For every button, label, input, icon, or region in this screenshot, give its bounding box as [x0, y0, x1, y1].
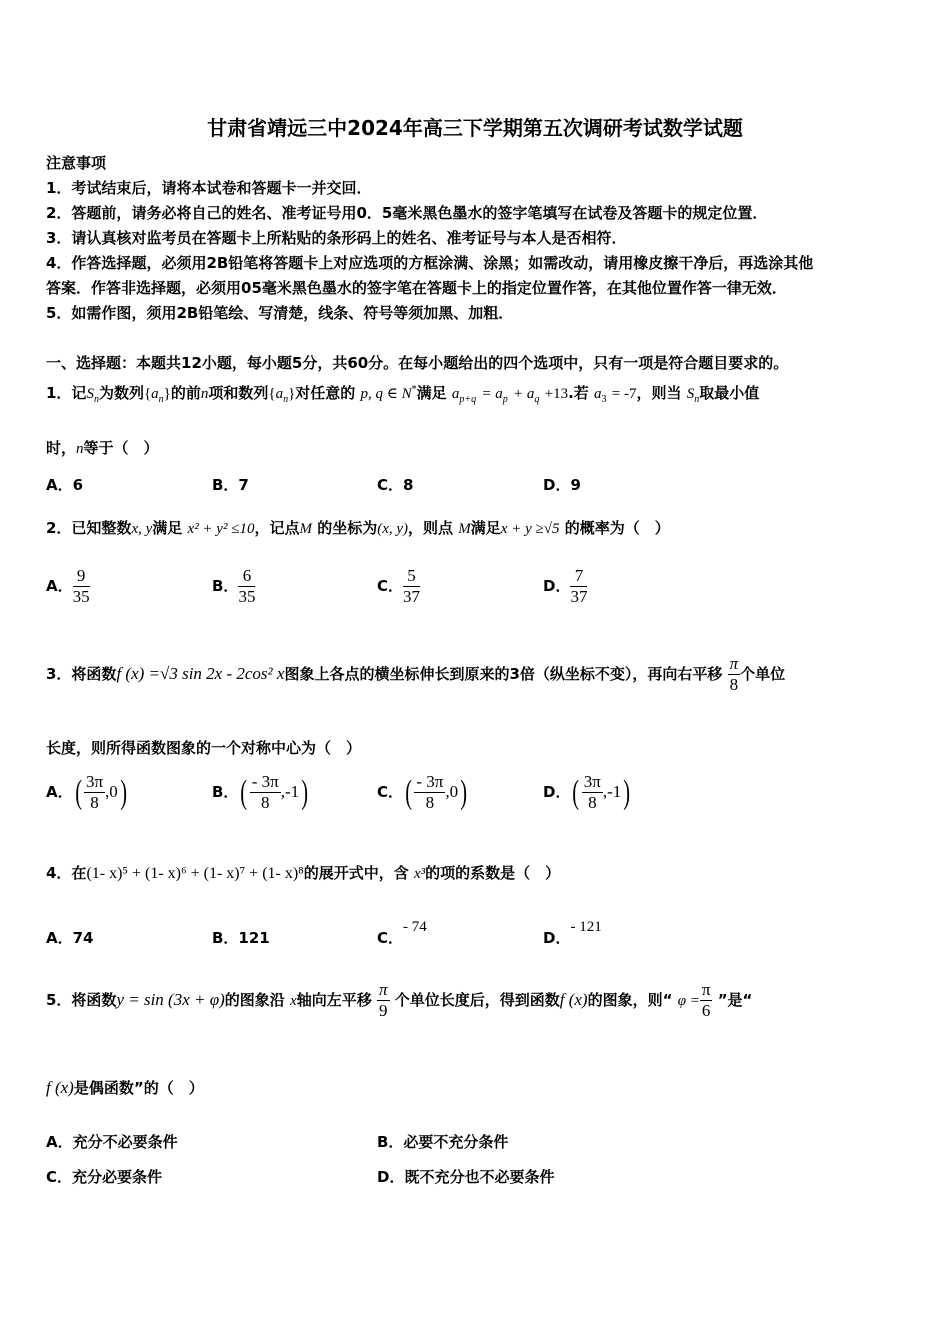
- note-item: 3．请认真核对监考员在答题卡上所粘贴的条形码上的姓名、准考证号与本人是否相符．: [46, 229, 627, 247]
- q3-option-a[interactable]: A．( $\frac{3\pi}{8}$ ,0): [46, 772, 127, 812]
- q3-option-b[interactable]: B．( $\frac{- 3\pi}{8}$ ,-1): [212, 772, 309, 812]
- note-item: 5．如需作图，须用2B铅笔绘、写清楚，线条、符号等须加黑、加粗．: [46, 304, 514, 322]
- q4-option-d[interactable]: D．- 121: [543, 919, 602, 947]
- question-2: 2．已知整数x, y满足 x² + y² ≤10，记点M 的坐标为(x, y)，则点 M满足x + y ≥√5 的概率为（ ）: [46, 519, 670, 537]
- q2-option-d[interactable]: D． $\frac{7}{37}$: [543, 566, 588, 606]
- q5-option-c[interactable]: C．充分必要条件: [46, 1168, 163, 1186]
- q4-option-a[interactable]: A．74: [46, 929, 94, 947]
- note-item: 答案．作答非选择题，必须用05毫米黑色墨水的签字笔在答题卡上的指定位置作答，在其他位置作答一律无效．: [46, 279, 787, 297]
- question-4: 4．在(1- x)⁵ + (1- x)⁶ + (1- x)⁷ + (1- x)⁸的展开式中，含 x³的项的系数是（ ）: [46, 864, 561, 882]
- note-item: 4．作答选择题，必须用2B铅笔将答题卡上对应选项的方框涂满、涂黑；如需改动，请用橡皮擦干净后，再选涂其他: [46, 254, 814, 272]
- question-3-line-1: 3．将函数f (x) =√3 sin 2x - 2cos² x图象上各点的横坐标伸长到原来的3倍（纵坐标不变），再向右平移 $\frac{\pi}{8}$ 个单位: [46, 654, 786, 694]
- q5-option-b[interactable]: B．必要不充分条件: [377, 1133, 509, 1151]
- q2-option-b[interactable]: B． $\frac{6}{35}$: [212, 566, 256, 606]
- note-item: 1．考试结束后，请将本试卷和答题卡一并交回．: [46, 179, 372, 197]
- q4-option-b[interactable]: B．121: [212, 929, 270, 947]
- q1-option-b[interactable]: B．7: [212, 476, 249, 494]
- q3-option-c[interactable]: C．( $\frac{- 3\pi}{8}$ ,0): [377, 772, 468, 812]
- question-3-line-2: 长度，则所得函数图象的一个对称中心为（ ）: [46, 739, 362, 757]
- page-title: 甘肃省靖远三中2024年高三下学期第五次调研考试数学试题: [207, 116, 743, 140]
- q1-option-d[interactable]: D．9: [543, 476, 581, 494]
- q5-option-d[interactable]: D．既不充分也不必要条件: [377, 1168, 555, 1186]
- q1-option-a[interactable]: A．6: [46, 476, 84, 494]
- q2-option-a[interactable]: A． $\frac{9}{35}$: [46, 566, 90, 606]
- question-5-line-1: 5．将函数y = sin (3x + φ)的图象沿 x轴向左平移 $\frac{\pi}{9}$ 个单位长度后，得到函数f (x)的图象，则“ φ = $\frac{\pi}{6}$ ”是“: [46, 980, 753, 1020]
- notes-heading: 注意事项: [46, 154, 107, 172]
- question-1-line-2: 时，n等于（ ）: [46, 439, 159, 457]
- q2-option-c[interactable]: C． $\frac{5}{37}$: [377, 566, 421, 606]
- q3-option-d[interactable]: D．( $\frac{3\pi}{8}$ ,-1): [543, 772, 631, 812]
- q1-option-c[interactable]: C．8: [377, 476, 414, 494]
- q5-option-a[interactable]: A．充分不必要条件: [46, 1133, 178, 1151]
- section-heading: 一、选择题：本题共12小题，每小题5分，共60分。在每小题给出的四个选项中，只有一项是符合题目要求的。: [46, 354, 789, 372]
- note-item: 2．答题前，请务必将自己的姓名、准考证号用0．5毫米黑色墨水的签字笔填写在试卷及答题卡的规定位置．: [46, 204, 768, 222]
- question-5-line-2: f (x)是偶函数”的（ ）: [46, 1078, 204, 1097]
- question-1-line-1: 1．记$S_n$为数列$\{a_n\}$的前n项和数列$\{a_n\}$对任意的 p, q ∈ N*满足 $a_{p+q} = a_p + a_q +13$.若 $a_3 = -7$，则当 $S_n$取最小值: [46, 384, 760, 405]
- q4-option-c[interactable]: C．- 74: [377, 919, 427, 947]
